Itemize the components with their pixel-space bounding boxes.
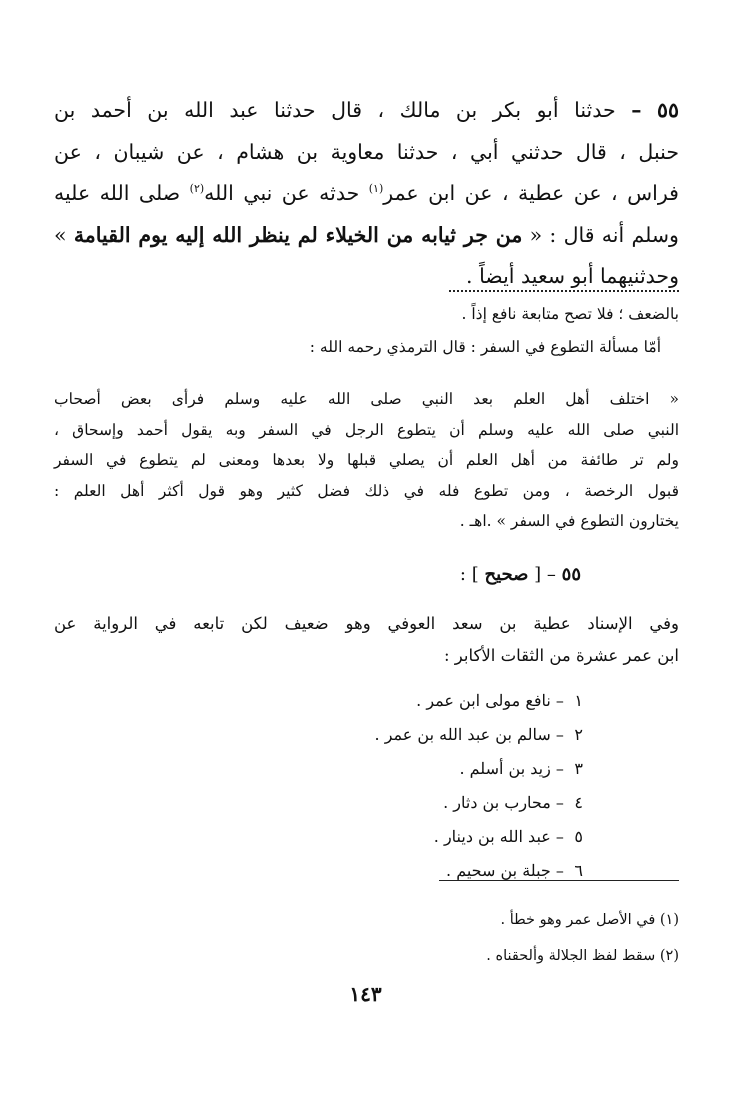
isnad-analysis [54, 608, 679, 672]
hadith-line-4: وسلم أنه قال : « من جر ثيابه من الخيلاء لم ينظر الله إليه يوم القيامة » [54, 222, 679, 247]
quote-line: ولم تر طائفة من أهل العلم أن يصلي قبلها ولا بعدها ومعنى لم يتطوع في السفر [54, 451, 679, 469]
prophetic-saying: من جر ثيابه من الخيلاء لم ينظر الله إليه يوم القيامة [73, 222, 523, 247]
analysis-line: ابن عمر عشرة من الثقات الأكابر : [443, 646, 679, 665]
quote-line: قبول الرخصة ، ومن تطوع فله في ذلك فضل كثير وهو قول أكثر أهل العلم : [54, 481, 679, 500]
hadith-line-1: ٥٥ – حدثنا أبو بكر بن مالك ، قال حدثنا عبد الله بن أحمد بن [54, 98, 679, 122]
footnote-2: (٢) سقط لفظ الجلالة وألحقناه . [486, 948, 679, 964]
list-item: ١ – نافع مولى ابن عمر . [416, 691, 583, 710]
footnote-rule [439, 880, 679, 881]
footnotes [54, 902, 679, 974]
tirmidhi-quote [54, 384, 679, 537]
tirmidhi-intro: أمّا مسألة التطوع في السفر : قال الترمذي رحمه الله : [309, 338, 661, 356]
list-item: ٥ – عبد الله بن دينار . [433, 827, 583, 846]
list-item: ٢ – سالم بن عبد الله بن عمر . [374, 725, 583, 744]
analysis-line: وفي الإسناد عطية بن سعد العوفي وهو ضعيف لكن تابعه في الرواية عن [54, 614, 679, 633]
footnote-1: (١) في الأصل عمر وهو خطأ . [500, 912, 679, 928]
quote-line: النبي صلى الله عليه وسلم أن يتطوع الرجل في السفر وبه يقول أحمد وإسحاق ، [54, 420, 679, 439]
hadith-line-3: فراس ، عن عطية ، عن ابن عمر$^{(١)}$ حدثه عن نبي الله$^{(٢)}$ صلى الله عليه [54, 181, 679, 205]
quote-line: يختارون التطوع في السفر » .اهـ . [459, 512, 679, 530]
hadith-line-2: حنبل ، قال حدثني أبي ، حدثنا معاوية بن هشام ، عن شيبان ، عن [54, 139, 679, 164]
hadith-text [54, 90, 679, 298]
grading-label: صحيح [484, 564, 529, 585]
commentary-continued: بالضعف ؛ فلا تصح متابعة نافع إذاً . [461, 305, 679, 323]
quote-line: « اختلف أهل العلم بعد النبي صلى الله عليه وسلم فرأى بعض أصحاب [54, 390, 679, 408]
list-item: ٤ – محارب بن دثار . [443, 793, 583, 812]
footnote-ref-2: (٢) [189, 182, 205, 196]
commentary [54, 298, 679, 364]
list-item: ٦ – جبلة بن سحيم . [446, 861, 583, 880]
hadith-number: ٥٥ [656, 98, 679, 122]
dotted-separator [449, 290, 679, 292]
hadith-line-5: وحدثنيهما أبو سعيد أيضاً . [466, 264, 679, 288]
footnote-ref-1: (١) [368, 182, 384, 196]
list-item: ٣ – زيد بن أسلم . [459, 759, 583, 778]
grading-heading: ٥٥ – [ صحيح ] : [459, 564, 581, 585]
narrators-list [203, 684, 583, 888]
page-number: ١٤٣ [349, 982, 382, 1006]
